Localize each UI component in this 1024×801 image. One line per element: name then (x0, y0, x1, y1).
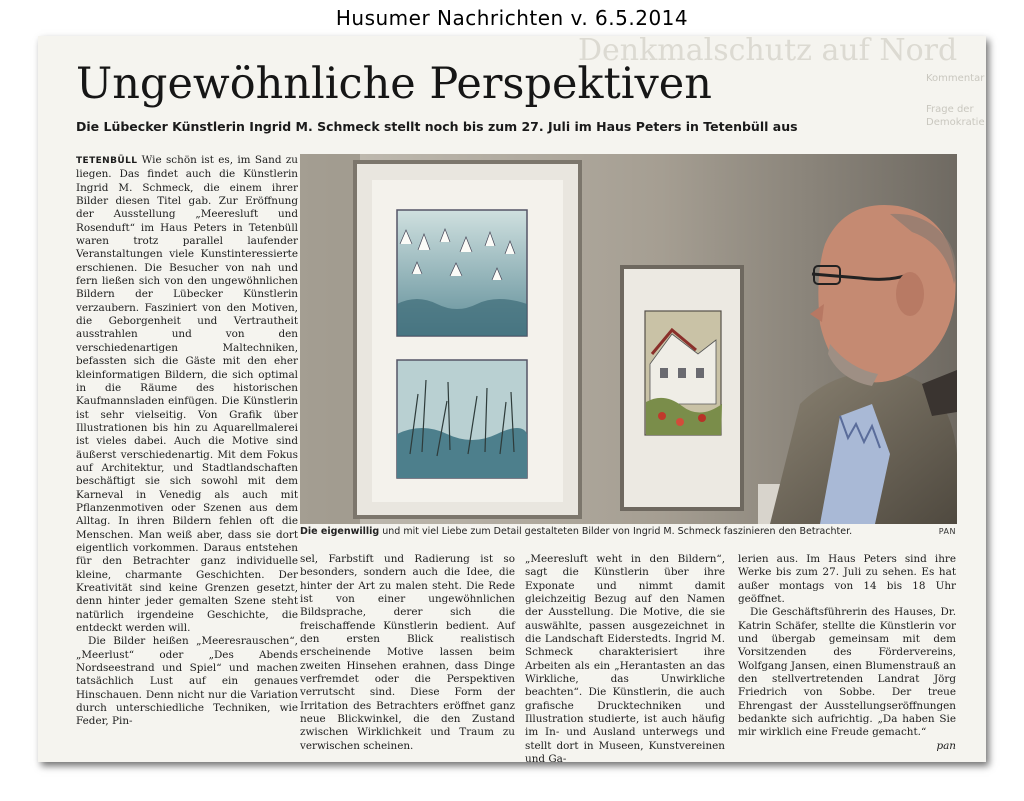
exhibition-photo (300, 154, 957, 524)
dateline: TETENBÜLL (76, 156, 138, 166)
faded-neighbor-title: Frage der Demokratie (926, 104, 985, 128)
article-paragraph: Die Bilder heißen „Meeresrauschen“, „Meerlust“ oder „Des Abends Nordseestrand und Spiel“ und machen tatsächlich Lust auf ein genaues Hinschauen. Denn nicht nur die Variation durch unterschiedliche Techniken, wie Feder, Pin- (76, 635, 298, 728)
article-paragraph (738, 606, 956, 752)
article-paragraph: lerien aus. Im Haus Peters sind ihre Werke bis zum 27. Juli zu sehen. Es hat außer montags von 14 bis 18 Uhr geöffnet. (738, 553, 956, 606)
caption-text: und mit viel Liebe zum Detail gestalteten Bilder von Ingrid M. Schmeck faszinieren den Betrachter. (379, 526, 853, 537)
article-paragraph: sel, Farbstift und Radierung ist so besonders, sondern auch die Idee, die hinter der Art zu malen steht. Die Rede ist von einer ungewöhnlichen Bildsprache, derer sich die freischaffende Künstlerin bedient. Auf den ersten Blick realistisch erscheinende Motive lassen beim zweiten Hinsehen erahnen, dass Dinge verfremdet oder die Perspektiven verrutscht sind. Diese Form der Irritation des Betrachters eröffnet ganz neue Blickwinkel, die den Zustand zwischen Wirklichkeit und Traum zu verwischen scheinen. (300, 553, 515, 752)
photo-credit: PAN (938, 527, 956, 536)
article-column-2 (300, 553, 515, 759)
photo-illustration (300, 154, 957, 524)
framed-artwork-large (355, 162, 580, 517)
paragraph-text: Wie schön ist es, im Sand zu liegen. Das findet auch die Künstlerin Ingrid M. Schmeck, die einem ihrer Bilder diesen Titel gab. Zur Eröffnung der Ausstellung „Meeresluft und Rosenduft“ im Haus Peters in Tetenbüll waren trotz parallel laufender Veranstaltungen viele Kunstinteressierte erschienen. Die Besucher von nah und fern ließen sich von den ungewöhnlichen Bildern der Lübecker Künstlerin verzaubern. Fasziniert von den Motiven, die Geborgenheit und Vertrautheit ausstrahlen und von den verschiedenartigen Maltechniken, befassten sich die Gäste mit den eher kleinformatigen Bildern, die sich optimal in die Räume des historischen Kaufmannsladen einfügen. Die Künstlerin ist sehr vielseitig. Von Grafik über Illustrationen bis hin zu Aquarellmalerei ist vieles dabei. Auch die Motive sind äußerst verschiedenartig. Mit dem Fokus auf Architektur, und Stadtlandschaften beschäftigt sie sich sowohl mit dem Karneval in Venedig als auch mit Pflanzenmotiven oder Szenen aus dem Alltag. In ihren Bildern fehlen oft die Menschen. Man weiß aber, dass sie dort eigentlich vorkommen. Daraus entstehen für den Betrachter ganz individuelle kleine, charmante Geschichten. Der Kreativität sind keine Grenzen gesetzt, denn hinter jeder gemalten Szene steht natürlich irgendeine Geschichte, die entdeckt werden will. (76, 154, 298, 635)
subheadline: Die Lübecker Künstlerin Ingrid M. Schmeck stellt noch bis zum 27. Juli im Haus Peters in Tetenbüll aus (76, 119, 798, 134)
headline: Ungewöhnliche Perspektiven (76, 59, 712, 109)
faded-neighbor-column (926, 72, 986, 162)
caption-lead: Die eigenwillig (300, 526, 380, 537)
newspaper-clipping (38, 33, 986, 766)
photo-caption (300, 526, 957, 537)
framed-artwork-small (622, 267, 742, 509)
paragraph-text: Die Geschäftsführerin des Hauses, Dr. Katrin Schäfer, stellte die Künstlerin vor und übergab gemeinsam mit dem Vorsitzenden des Fördervereins, Wolfgang Jansen, einen Blumenstrauß an den stellvertretenden Landrat Jörg Friedrich von Sobbe. Der treue Ehrengast der Ausstellungseröffnungen bedankte sich aufrichtig. „Da haben Sie mir wirklich eine Freude gemacht.“ (738, 606, 956, 739)
article-paragraph: „Meeresluft weht in den Bildern“, sagt die Künstlerin über ihre Exponate und nimmt damit gleichzeitig Bezug auf den Namen der Ausstellung. Die Motive, die sie auswählte, passen ausgezeichnet in die Landschaft Eiderstedts. Ingrid M. Schmeck charakterisiert ihre Arbeiten als ein „Herantasten an das Wirkliche, das Unwirkliche beachten“. Die Künstlerin, die auch grafische Drucktechniken und Illustration studierte, ist auch häufig im In- und Ausland unterwegs und stellt dort in Museen, Kunstvereinen und Ga- (525, 553, 725, 766)
author-signoff: pan (936, 739, 956, 752)
source-caption: Husumer Nachrichten v. 6.5.2014 (335, 6, 689, 30)
faded-neighbor-label: Kommentar (926, 73, 985, 84)
article-column-1 (76, 154, 298, 758)
article-paragraph (76, 154, 298, 635)
article-column-4 (738, 553, 956, 759)
article-column-3 (525, 553, 725, 766)
faded-neighbor-headline: Denkmalschutz auf Nord (578, 33, 958, 68)
